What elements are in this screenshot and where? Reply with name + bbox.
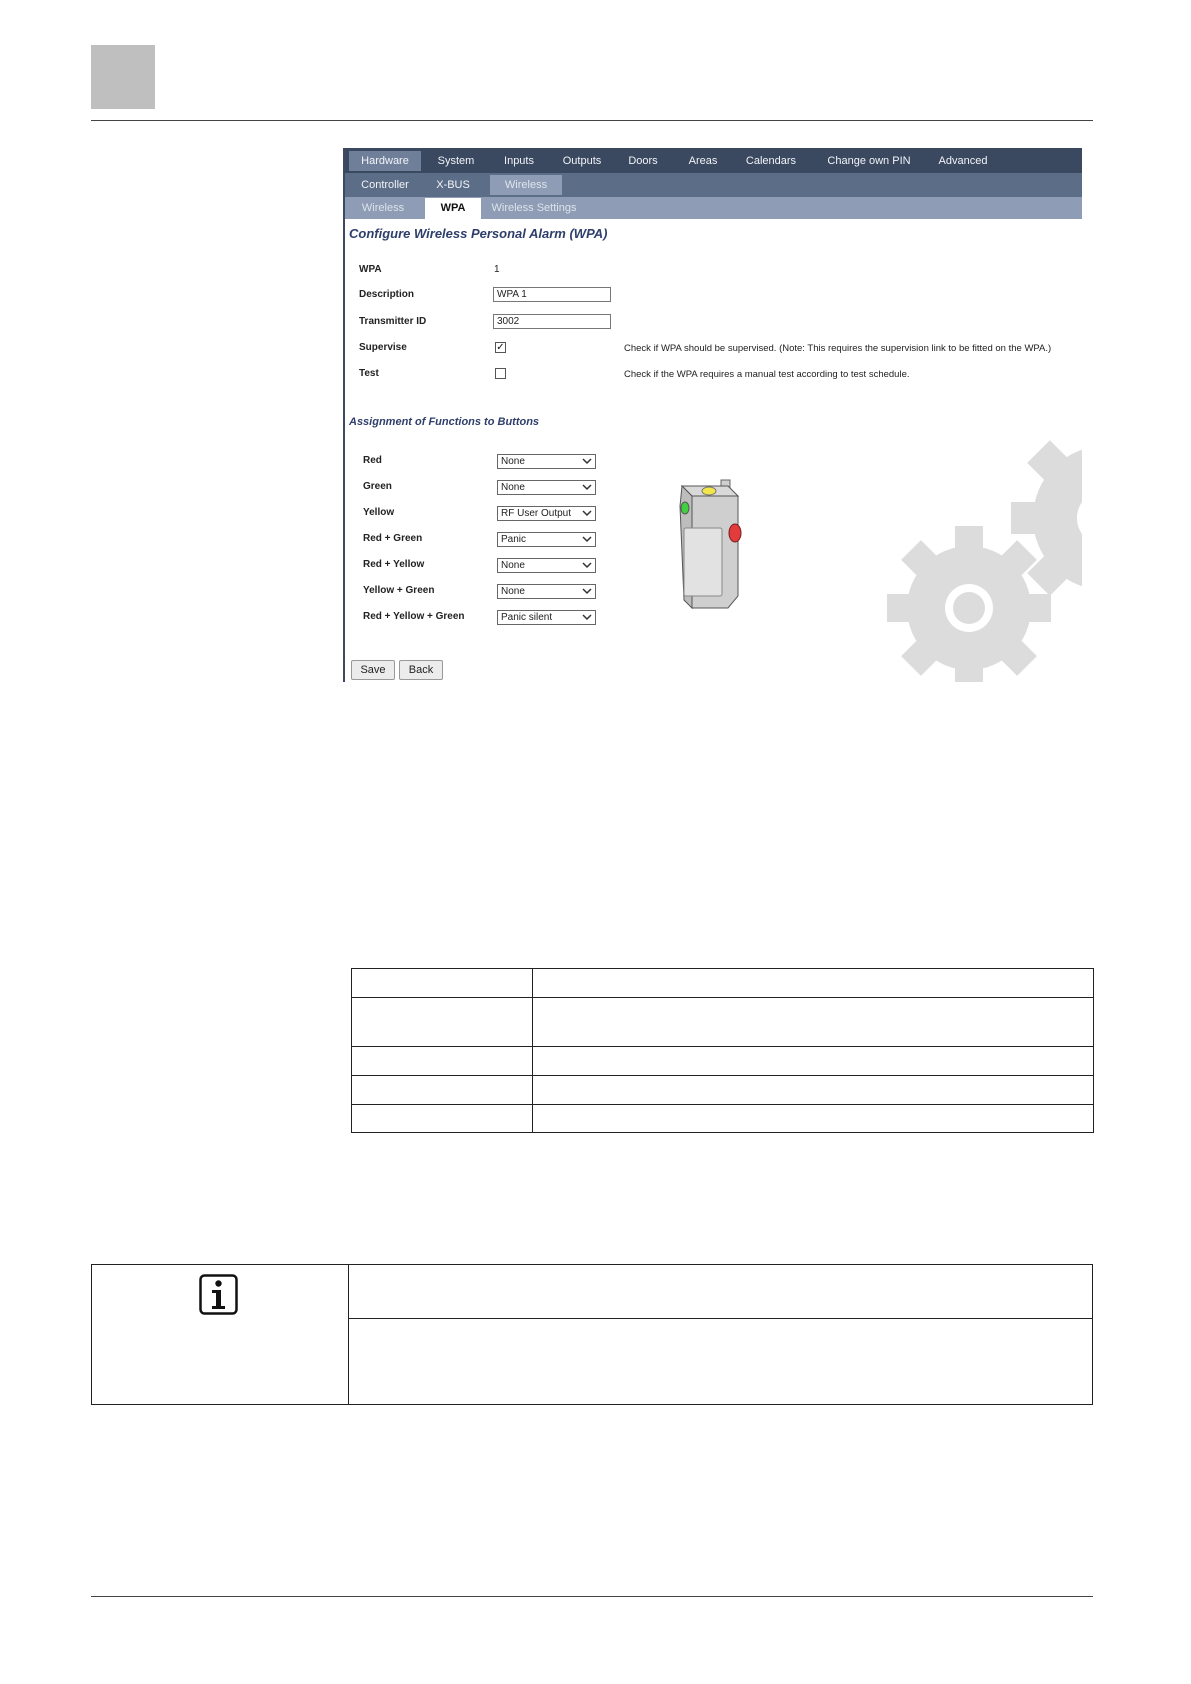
chevron-down-icon — [582, 611, 592, 624]
select-red-yellow[interactable] — [497, 558, 596, 573]
button-label-green: Green — [363, 481, 392, 492]
page-marker — [91, 45, 155, 109]
tab-calendars[interactable]: Calendars — [745, 155, 797, 167]
tab-hardware[interactable]: Hardware — [349, 151, 421, 171]
save-button[interactable]: Save — [351, 660, 395, 680]
table-cell — [352, 1047, 533, 1076]
chevron-down-icon — [582, 507, 592, 520]
data-table — [351, 968, 1094, 1133]
test-checkbox[interactable] — [495, 368, 506, 379]
table-cell — [352, 1076, 533, 1105]
tab-controller[interactable]: Controller — [361, 179, 409, 191]
tab-x-bus[interactable]: X-BUS — [436, 179, 470, 191]
table-row — [352, 969, 1094, 998]
tab-wireless[interactable]: Wireless — [490, 175, 562, 195]
info-divider-horizontal — [349, 1318, 1092, 1319]
back-button[interactable]: Back — [399, 660, 443, 680]
table-cell — [352, 969, 533, 998]
supervise-checkbox[interactable]: ✓ — [496, 342, 505, 353]
tab-system[interactable]: System — [437, 155, 475, 167]
tab-areas[interactable]: Areas — [688, 155, 718, 167]
tab-outputs[interactable]: Outputs — [562, 155, 602, 167]
description-label: Description — [359, 289, 415, 300]
wpa-device-illustration — [672, 478, 742, 613]
select-value: Panic — [501, 534, 527, 545]
chevron-down-icon — [582, 585, 592, 598]
table-row — [352, 1076, 1094, 1105]
table-row — [352, 998, 1094, 1047]
green-button-icon — [681, 502, 689, 514]
header-rule — [91, 120, 1093, 121]
wpa-value: 1 — [494, 264, 500, 275]
tab-change-own-pin[interactable]: Change own PIN — [827, 155, 911, 167]
yellow-button-icon — [702, 487, 716, 495]
test-note: Check if the WPA requires a manual test according to test schedule. — [624, 369, 910, 380]
table-cell — [533, 969, 1094, 998]
transmitter-id-input[interactable] — [493, 314, 611, 329]
page-title: Configure Wireless Personal Alarm (WPA) — [349, 226, 608, 241]
sub-sub-nav — [343, 197, 1082, 219]
table-cell — [533, 1076, 1094, 1105]
table-cell — [533, 1047, 1094, 1076]
main-nav — [343, 148, 1082, 173]
info-box — [91, 1264, 1093, 1405]
info-icon — [199, 1274, 238, 1315]
select-value: Panic silent — [501, 612, 553, 623]
button-label-red-yellow-green: Red + Yellow + Green — [363, 611, 465, 622]
select-value: None — [501, 560, 525, 571]
table-row — [352, 1105, 1094, 1133]
select-green[interactable] — [497, 480, 596, 495]
table-cell — [352, 998, 533, 1047]
select-value: None — [501, 586, 525, 597]
footer-rule — [91, 1596, 1093, 1597]
tab-advanced[interactable]: Advanced — [938, 155, 988, 167]
tab-wireless-list[interactable]: Wireless — [361, 202, 405, 214]
select-red-green[interactable] — [497, 532, 596, 547]
test-label: Test — [359, 368, 379, 379]
tab-doors[interactable]: Doors — [628, 155, 658, 167]
button-label-red-yellow: Red + Yellow — [363, 559, 425, 570]
supervise-note: Check if WPA should be supervised. (Note: This requires the supervision link to be fitted on the WPA.) — [624, 343, 1052, 354]
select-value: None — [501, 456, 525, 467]
red-button-icon — [729, 524, 741, 542]
chevron-down-icon — [582, 533, 592, 546]
chevron-down-icon — [582, 455, 592, 468]
select-value: None — [501, 482, 525, 493]
select-yellow-green[interactable] — [497, 584, 596, 599]
tab-inputs[interactable]: Inputs — [504, 155, 534, 167]
description-input[interactable] — [493, 287, 611, 302]
button-label-red: Red — [363, 455, 382, 466]
table-cell — [533, 998, 1094, 1047]
table-cell — [352, 1105, 533, 1133]
button-label-red-green: Red + Green — [363, 533, 423, 544]
chevron-down-icon — [582, 559, 592, 572]
button-label-yellow-green: Yellow + Green — [363, 585, 435, 596]
select-value: RF User Output — [501, 508, 572, 519]
tab-wireless-settings[interactable]: Wireless Settings — [491, 202, 577, 214]
gear-icon — [873, 438, 1082, 682]
select-red[interactable] — [497, 454, 596, 469]
wpa-config-screenshot — [343, 148, 1082, 682]
select-red-yellow-green[interactable] — [497, 610, 596, 625]
table-row — [352, 1047, 1094, 1076]
info-divider-vertical — [348, 1265, 349, 1404]
chevron-down-icon — [582, 481, 592, 494]
sub-nav — [343, 173, 1082, 197]
select-yellow[interactable] — [497, 506, 596, 521]
supervise-label: Supervise — [359, 342, 407, 353]
wpa-label: WPA — [359, 264, 382, 275]
screenshot-border — [343, 148, 345, 682]
assignment-title: Assignment of Functions to Buttons — [349, 416, 540, 428]
transmitter-id-label: Transmitter ID — [359, 316, 427, 327]
tab-wpa[interactable]: WPA — [425, 198, 481, 219]
table-cell — [533, 1105, 1094, 1133]
button-label-yellow: Yellow — [363, 507, 395, 518]
